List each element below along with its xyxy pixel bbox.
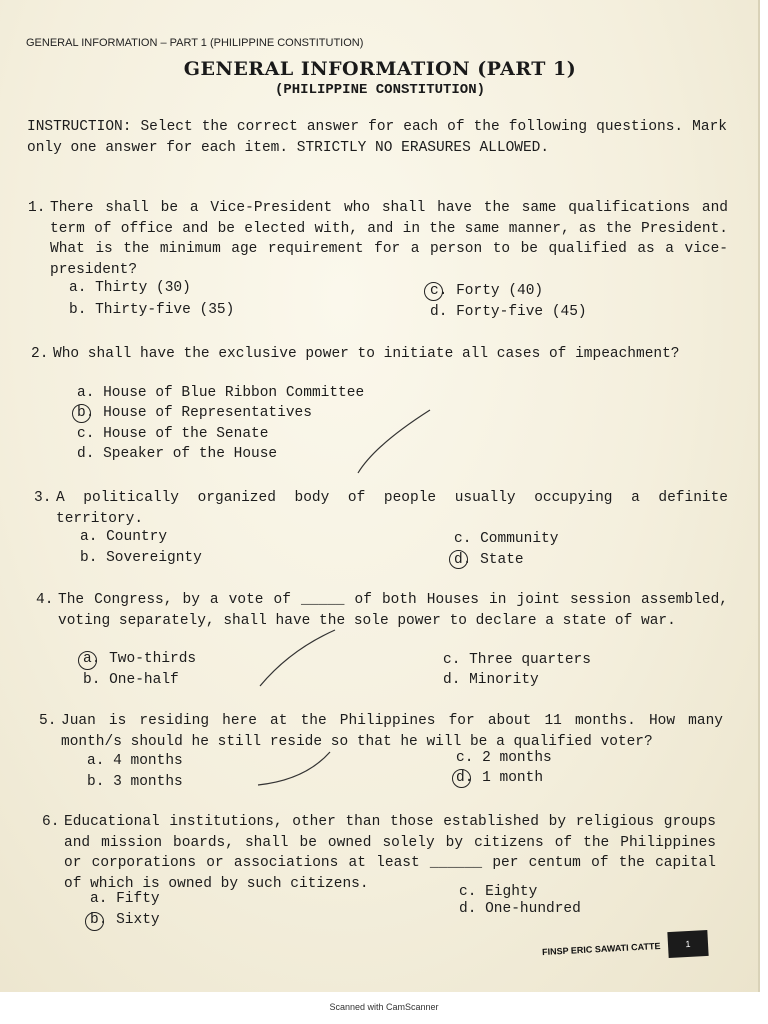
scanner-watermark: Scanned with CamScanner xyxy=(329,1002,439,1012)
question-text: There shall be a Vice-President who shall have the same qualifications and term of office and be elected with, and in the same manner, as the President. What is the minimum age requirement for a person to be qualified as a vice-president? xyxy=(50,200,728,278)
option-a: a. 4 months xyxy=(87,753,183,769)
option-a: a. Country xyxy=(80,529,168,545)
question-text: The Congress, by a vote of _____ of both Houses in joint session assembled, voting separately, shall have the sole power to declare a state of war. xyxy=(58,592,728,629)
option-c: c. House of the Senate xyxy=(77,426,269,442)
option-b: b. Sixty xyxy=(90,912,160,928)
question-number: 5. xyxy=(39,713,57,729)
option-d: d. 1 month xyxy=(456,770,544,786)
question-text: Educational institutions, other than those established by religious groups and mission boards, shall be owned solely by citizens of the Philippines or corporations or associations at least ______ per centum of the capital of which is owned by such citizens. xyxy=(64,814,716,892)
question-text: A politically organized body of people usually occupying a definite territory. xyxy=(56,490,728,527)
option-b: b. House of Representatives xyxy=(77,405,312,421)
question-number: 1. xyxy=(28,200,46,216)
option-d: d. Speaker of the House xyxy=(77,446,278,462)
option-a: a. Thirty (30) xyxy=(69,280,191,296)
option-a: a. Fifty xyxy=(90,891,160,907)
option-d: d. State xyxy=(454,552,524,568)
running-header: GENERAL INFORMATION – PART 1 (PHILIPPINE CONSTITUTION) xyxy=(26,37,364,49)
question-number: 2. xyxy=(31,346,49,362)
page-number: 1 xyxy=(667,930,708,958)
question-number: 3. xyxy=(34,490,52,506)
option-b: b. One-half xyxy=(83,672,179,688)
option-d: d. Forty-five (45) xyxy=(430,304,587,320)
page-subtitle: (PHILIPPINE CONSTITUTION) xyxy=(274,82,486,98)
option-b: b. 3 months xyxy=(87,774,183,790)
option-c: c. Forty (40) xyxy=(430,283,544,299)
page-title: GENERAL INFORMATION (PART 1) xyxy=(183,58,577,80)
option-a: a. Two-thirds xyxy=(83,651,197,667)
student-name: FINSP ERIC SAWATI CATTE xyxy=(541,940,661,958)
option-d: d. Minority xyxy=(443,672,539,688)
question-number: 6. xyxy=(42,814,60,830)
option-c: c. 2 months xyxy=(456,750,552,766)
option-c: c. Eighty xyxy=(459,884,538,900)
option-c: c. Three quarters xyxy=(443,652,591,668)
option-c: c. Community xyxy=(454,531,559,547)
option-b: b. Sovereignty xyxy=(80,550,202,566)
instruction-text: INSTRUCTION: Select the correct answer for each of the following questions. Mark only one answer for each item. STRICTLY NO ERASURES ALLOWED. xyxy=(27,119,727,156)
option-d: d. One-hundred xyxy=(459,901,581,917)
question-text: Who shall have the exclusive power to initiate all cases of impeachment? xyxy=(53,346,680,362)
option-a: a. House of Blue Ribbon Committee xyxy=(77,385,365,401)
option-b: b. Thirty-five (35) xyxy=(69,302,235,318)
question-text: Juan is residing here at the Philippines for about 11 months. How many month/s should he still reside so that he will be a qualified voter? xyxy=(61,713,723,750)
question-number: 4. xyxy=(36,592,54,608)
